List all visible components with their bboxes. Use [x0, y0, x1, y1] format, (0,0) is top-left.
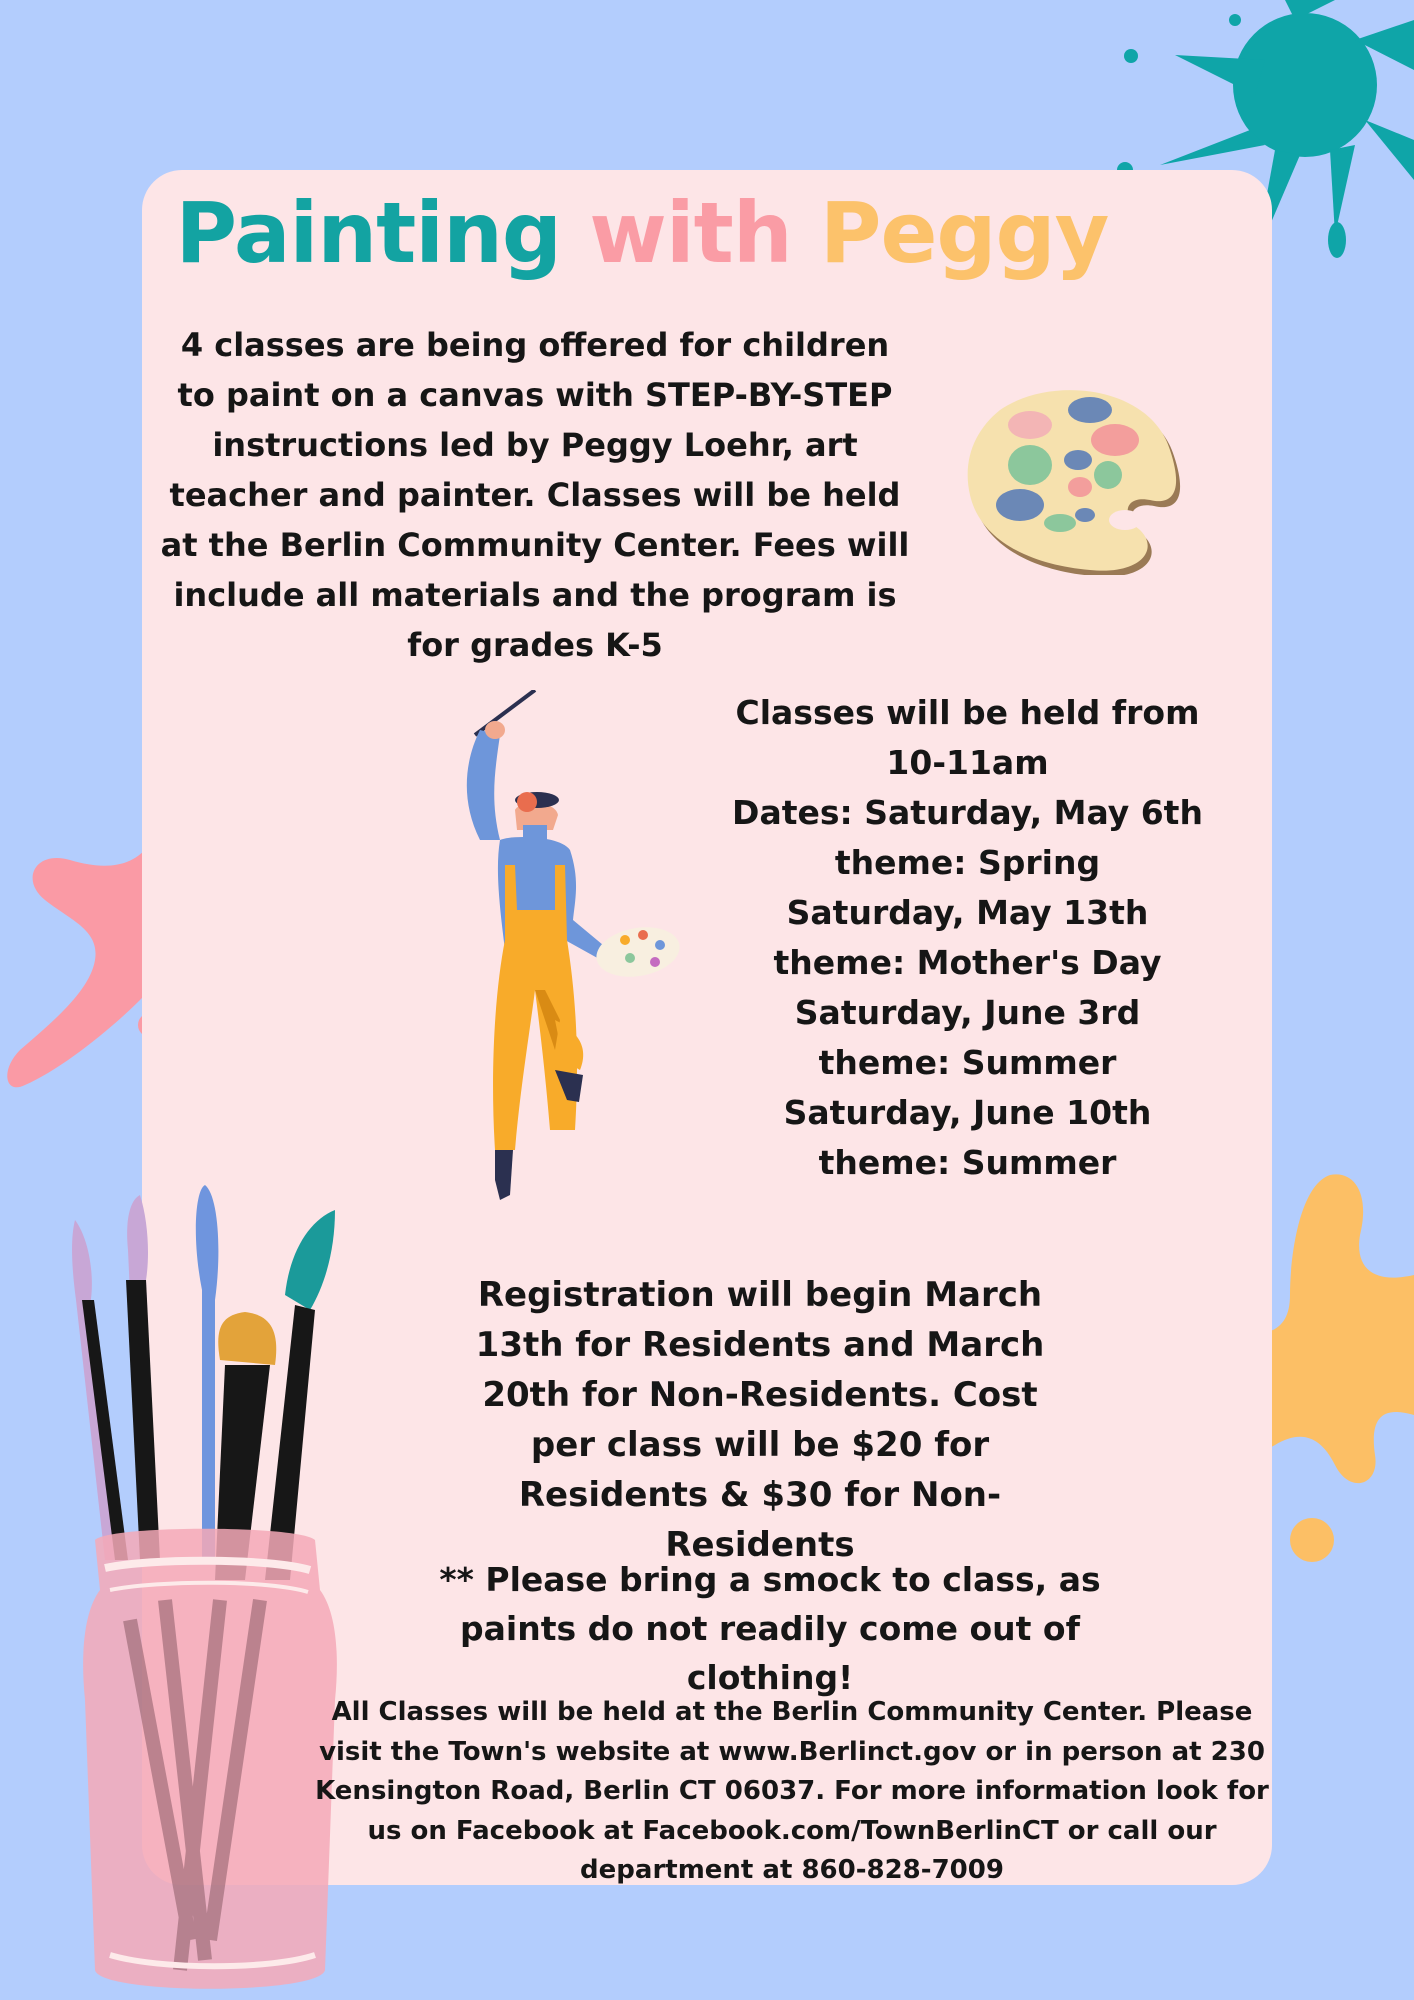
smock-note: ** Please bring a smock to class, as paints do not readily come out of clothing!: [439, 1560, 1101, 1697]
contact-info: All Classes will be held at the Berlin Community Center. Please visit the Town's website at www.Berlinct.gov or in person at 230 Kensington Road, Berlin CT 06037. For more information look for us on Facebook at Facebook.com/TownBerlinCT or call our department at 860-828-7009: [315, 1697, 1269, 1885]
palette-icon: [960, 375, 1190, 575]
page-title: [142, 178, 1142, 288]
title-word-with: with: [589, 184, 792, 282]
registration-paragraph: Registration will begin March 13th for Residents and March 20th for Non-Residents. Cost per class will be $20 for Residents & $30 for Non-Residents: [475, 1275, 1045, 1565]
schedule-line: theme: Mother's Day: [773, 943, 1162, 982]
schedule-line: Saturday, June 3rd: [794, 993, 1141, 1032]
schedule-line: Dates: Saturday, May 6th: [732, 793, 1203, 832]
class-schedule: [715, 688, 1220, 1188]
title-word-peggy: Peggy: [819, 184, 1109, 282]
schedule-line: 10-11am: [886, 743, 1049, 782]
brush-jar-illustration: [70, 1180, 350, 2000]
schedule-line: Saturday, June 10th: [783, 1093, 1152, 1132]
painter-illustration: [455, 690, 685, 1205]
schedule-line: Saturday, May 13th: [786, 893, 1149, 932]
schedule-line: theme: Spring: [834, 843, 1101, 882]
schedule-line: Classes will be held from: [735, 693, 1200, 732]
schedule-line: theme: Summer: [818, 1143, 1117, 1182]
title-word-painting: Painting: [175, 184, 562, 282]
intro-paragraph: 4 classes are being offered for children to paint on a canvas with STEP-BY-STEP instructions led by Peggy Loehr, art teacher and painter. Classes will be held at the Berlin Community Center. Fees will include all materials and the program is for grades K-5: [160, 326, 910, 664]
schedule-line: theme: Summer: [818, 1043, 1117, 1082]
